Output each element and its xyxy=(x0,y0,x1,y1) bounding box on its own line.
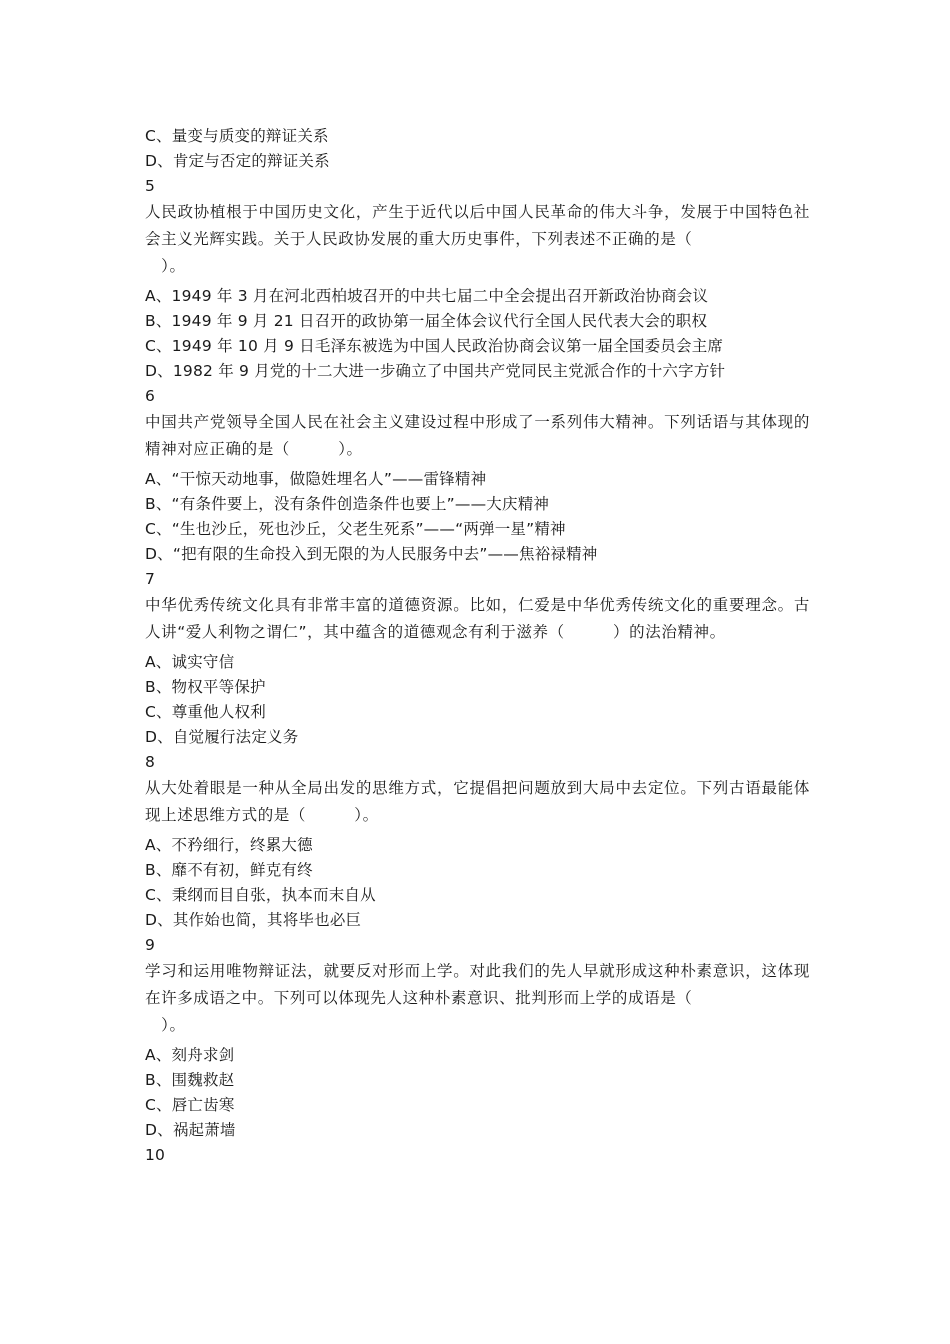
question-number: 6 xyxy=(145,387,156,405)
option-d: D、祸起萧墙 xyxy=(145,1121,236,1139)
question-9 xyxy=(145,933,810,1143)
option-b: B、靡不有初，鲜克有终 xyxy=(145,861,313,879)
question-stem: 人民政协植根于中国历史文化，产生于近代以后中国人民革命的伟大斗争，发展于中国特色社会主义光辉实践。关于人民政协发展的重大历史事件，下列表述不正确的是（ ）。 xyxy=(145,203,810,275)
option-a: A、不矜细行，终累大德 xyxy=(145,836,313,854)
question-5 xyxy=(145,174,810,384)
option-c: C、量变与质变的辩证关系 xyxy=(145,127,329,145)
option-b: B、物权平等保护 xyxy=(145,678,266,696)
question-number: 10 xyxy=(145,1146,166,1164)
question-stem: 学习和运用唯物辩证法，就要反对形而上学。对此我们的先人早就形成这种朴素意识，这体现在许多成语之中。下列可以体现先人这种朴素意识、批判形而上学的成语是（ ）。 xyxy=(145,962,810,1034)
option-b: B、1949 年 9 月 21 日召开的政协第一届全体会议代行全国人民代表大会的职权 xyxy=(145,312,708,330)
option-d: D、“把有限的生命投入到无限的为人民服务中去”——焦裕禄精神 xyxy=(145,545,598,563)
question-6 xyxy=(145,384,810,567)
option-d: D、肯定与否定的辩证关系 xyxy=(145,152,330,170)
option-b: B、围魏救赵 xyxy=(145,1071,235,1089)
question-stem: 从大处着眼是一种从全局出发的思维方式，它提倡把问题放到大局中去定位。下列古语最能体现上述思维方式的是（ ）。 xyxy=(145,779,810,824)
option-c: C、唇亡齿寒 xyxy=(145,1096,235,1114)
option-c: C、1949 年 10 月 9 日毛泽东被选为中国人民政治协商会议第一届全国委员会主席 xyxy=(145,337,724,355)
question-number: 5 xyxy=(145,177,156,195)
question-7 xyxy=(145,567,810,750)
option-c: C、秉纲而目自张，执本而末自从 xyxy=(145,886,376,904)
document-page xyxy=(145,124,810,1168)
question-number: 8 xyxy=(145,753,156,771)
question-stem: 中国共产党领导全国人民在社会主义建设过程中形成了一系列伟大精神。下列话语与其体现的精神对应正确的是（ ）。 xyxy=(145,413,810,458)
option-b: B、“有条件要上，没有条件创造条件也要上”——大庆精神 xyxy=(145,495,550,513)
option-a: A、刻舟求剑 xyxy=(145,1046,235,1064)
option-d: D、1982 年 9 月党的十二大进一步确立了中国共产党同民主党派合作的十六字方针 xyxy=(145,362,726,380)
question-8 xyxy=(145,750,810,933)
question-number: 9 xyxy=(145,936,156,954)
option-a: A、诚实守信 xyxy=(145,653,235,671)
option-a: A、1949 年 3 月在河北西柏坡召开的中共七届二中全会提出召开新政治协商会议 xyxy=(145,287,709,305)
option-d: D、其作始也简，其将毕也必巨 xyxy=(145,911,362,929)
option-d: D、自觉履行法定义务 xyxy=(145,728,299,746)
option-c: C、“生也沙丘，死也沙丘，父老生死系”——“两弹一星”精神 xyxy=(145,520,566,538)
question-number: 7 xyxy=(145,570,156,588)
option-a: A、“干惊天动地事，做隐姓埋名人”——雷锋精神 xyxy=(145,470,487,488)
option-c: C、尊重他人权利 xyxy=(145,703,266,721)
question-stem: 中华优秀传统文化具有非常丰富的道德资源。比如，仁爱是中华优秀传统文化的重要理念。古人讲“爱人利物之谓仁”，其中蕴含的道德观念有利于滋养（ ）的法治精神。 xyxy=(145,596,810,641)
